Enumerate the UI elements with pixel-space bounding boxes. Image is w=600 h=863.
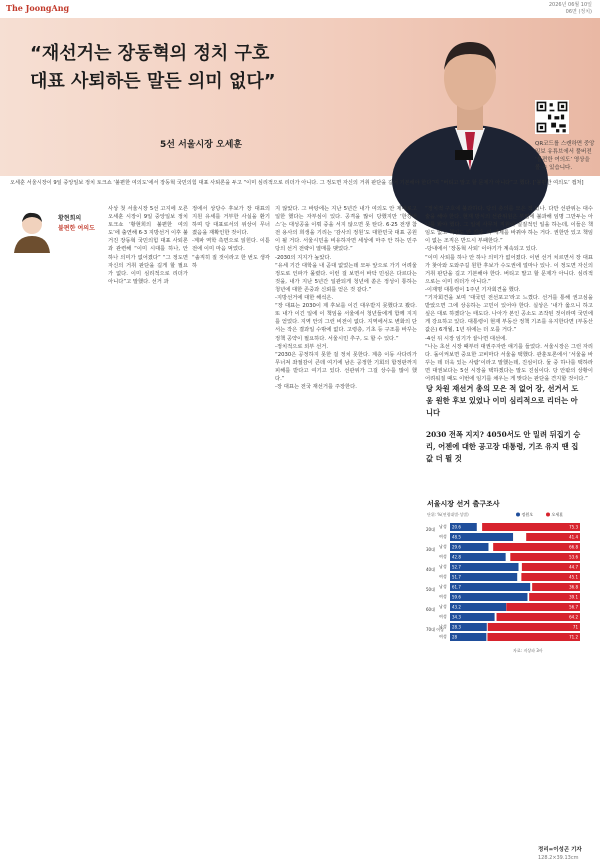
page-date — [549, 2, 592, 16]
edition-text: 06면 (정치) — [565, 9, 592, 15]
row-age-label: 20대 — [426, 527, 435, 532]
chart-title: 서울시장 선거 출구조사 — [427, 500, 500, 508]
bar-b-value: 71.2 — [569, 634, 578, 640]
chart-source: 자료: 지상파 3사 — [513, 648, 543, 653]
qr-code-icon[interactable] — [535, 100, 569, 134]
bar-b-value: 53.6 — [569, 554, 578, 560]
bar-a-value: 28 — [452, 634, 458, 640]
row-sex-label: 여성 — [439, 614, 447, 619]
row-age-label: 40대 — [426, 567, 435, 572]
bar-b — [487, 633, 580, 641]
article-column-3: 지 않았다. 그 바탕에는 지난 5년간 내가 여의도 안 제대로고 일한 했다는 자부심이 있다. 공격을 많이 당했지만 ‘한강버스’는 대성공을 이뤄 중을 서지 않으면 못 탄다. 6·25 전쟁 참전 용사의 희생을 기리는 ‘감사의 정원’도 대한민국 대표 공원이 될 거다. 서울시민을 비유하자면 세상에 마주 안 하는 민주당의 선거 전략이 열매를 맺었다.” -2030의 지지가 높았다. “유세 기간 대학을 내 곧대 없었는데 모두 앞으로 가기 어려울 정도로 인파가 몰렸다. 이런 걸 보면서 바닥 민심은 다르다는 것을, 내가 지난 5년간 일관되게 청년에 쏟은 정성이 통하는 청년에 대한 존중과 신뢰를 얻은 것 같다.” -지방선거에 대한 해석은. “장 대표는 2030이 제 후보를 이긴 대우받지 못했다고 봤다. 또 내가 이긴 일에 이 책임을 서울에서 청년들에게 함께 지지를 얻었다. 지역 안의 그런 비전이 없다. 지역에서도 변화의 단서는 작은 결과일 수밖에 없다. 고령층, 기초 등 구조를 바꾸는 정책 공약이 필요하다. 서울시민 추구, 도 할 수 있다.” -정치적으로 외부 선거. “2030은 공정하지 못한 걸 정치 못한다. 계층 이동 사다리가 무너져 좌절감이 큰데 여기에 남은 공정한 기회의 합정판까지 피해를 받다고 여기고 있다. 선관위가 그걸 상수를 많이 했다.” -장 대표는 전국 재선거를 주장한다. — [275, 206, 417, 391]
chart-unit: 단위: %(연령대별·성별) — [427, 512, 469, 517]
bar-a-value: 42.8 — [452, 554, 461, 560]
series-logo — [8, 208, 103, 253]
bar-a-value: 52.7 — [452, 564, 461, 570]
row-age-label: 70대 이상 — [426, 627, 444, 632]
bar-b — [493, 543, 580, 551]
bar-a-value: 34.3 — [452, 614, 461, 620]
article-column-4-continued — [425, 658, 593, 848]
bar-b — [482, 523, 580, 531]
row-sex-label: 남성 — [439, 544, 447, 549]
photo-caption: 오세훈 서울시장이 9일 중앙일보 정치 토크쇼 ‘불편한 여의도’에서 장동혁 국민의힘 대표 사퇴론을 두고 “이미 심리적으로 리더가 아니다. 그 정도면 자신의 거취 판단을 길어 기본해야 한다”며 “버티고 말고 할 문제가 아니다”고 했다. [‘불편한 여의도’ 캡처] — [10, 180, 584, 186]
bar-a-value: 51.7 — [452, 574, 461, 580]
headline-line-2: 대표 사퇴하든 말든 의미 없다” — [30, 71, 276, 92]
bar-a-value: 29.6 — [452, 544, 461, 550]
row-age-label: 50대 — [426, 587, 435, 592]
legend-label: 정원오 — [521, 512, 534, 517]
bar-b-value: 75.3 — [569, 524, 578, 530]
pull-quote-2: 2030 전폭 지지? 4050서도 안 밀려 뒤집기 승리, 어젠에 대한 공고장 대통령, 기조 유지 땐 집값 더 뛸 것 — [426, 430, 581, 463]
bar-a-value: 61.7 — [452, 584, 461, 590]
bar-b-value: 44.7 — [569, 564, 578, 570]
series-title-line-2: 불편한 여의도 — [58, 225, 95, 232]
legend-swatch — [516, 513, 520, 517]
newspaper-logo: The JoongAng — [6, 3, 70, 13]
bar-a-value: 59.6 — [452, 594, 461, 600]
chart-rows — [426, 523, 580, 641]
row-sex-label: 남성 — [439, 624, 447, 629]
headline-quote — [30, 40, 390, 96]
qr-note: QR코드를 스캔하면 중앙일보 유튜브에서 풀버전 ‘불편한 여의도’ 영상을 볼 수 있습니다. — [535, 141, 595, 171]
row-age-label: 60대 — [426, 607, 435, 612]
row-sex-label: 남성 — [439, 604, 447, 609]
exit-poll-chart — [423, 496, 583, 656]
page-size-code: 128.2×39.13cm — [538, 855, 579, 861]
bar-b-value: 41.4 — [569, 534, 578, 540]
pull-quote-1: 당 차원 재선거 총의 모은 적 없어 장, 선거서 도움 원한 후보 있었나 이미 심리적으로 리더는 아니다 — [426, 384, 579, 417]
bar-b-value: 66.8 — [569, 544, 578, 550]
host-portrait-icon — [8, 208, 56, 253]
row-sex-label: 여성 — [439, 594, 447, 599]
bar-b-value: 36.8 — [569, 584, 578, 590]
bar-b — [488, 623, 580, 631]
row-sex-label: 남성 — [439, 564, 447, 569]
headline-line-1: “재선거는 장동혁의 정치 구호 — [30, 43, 270, 64]
reporter-credit: 정리=이성곤 기자 — [538, 847, 582, 853]
article-column-1: 사상 첫 서울시장 5선 고지에 오른 오세훈 시장이 9일 중앙일보 정치 토크쇼 ‘황현희의 불편한 여의도’에 출연해 6·3 지방선거 이후 불거진 장동혁 국민의힘 대표 사퇴론과 관련해 “이미 시대를 하나, 안 하나 의미가 없어졌다” “그 정도면 자신의 거취 판단을 길게 할 필요가 없다. 이미 심리적으로 리더가 아니다”고 말했다. 선거 과 — [108, 206, 188, 285]
article-column-4: “정치적 구호에 불과하다. 당의 총의를 모은 적 있나. 다만 선관위는 대수술을 해야 한다. 현재 방식의 선관위원은 부업에 불과해 임명 그만두는 아니를 봐야 했다. 그 일에 사무처 직원이 실질적인 일을 하는데, 이들은 책임도 없고 책임도 안 진다. 이 체제를 바꿔야 하는 거다. 권한만 있고 책임이 없는 조직은 반드시 부패한다.” -당내에서 ‘장동혁 사퇴’ 이야기가 계속되고 있다. “이미 사퇴를 하나 안 하나 의미가 없어졌다. 이번 선거 치르면서 장 대표가 찾아와 도와주길 원한 후보가 수도권에 얼마나 있나. 이 정도면 자신의 거취 판단을 길고 기본해야 한다. 버티고 말고 할 문제가 아니다. 심리적으로는 이미 리더가 아니다.” -이재명 대통령이 1주년 기자회견을 했다. “기자회견을 보며 ‘대국민 전선포고’라고 느꼈다. 선거를 통해 권고심을 받았으면 그에 상응하는 고민이 있어야 한다. 실상은 ‘내가 옳으니 하고 싶은 대로 하겠다’는 태도다. 나아가 본인 공소도 조작된 것이라며 국민에게 강요하고 있다. 대통령이 현재 부동산 정책 기조를 유지한다면 (부동산값은) 6개월, 1년 뒤에는 더 오를 거다.” -4선 뒤 시장 임기가 끝나면 대선에. “나는 초선 시장 때부터 대권주자란 얘기를 들었다. 서울시장은 그런 자리다. 돌이켜보면 중요한 고비마다 서울을 택했다. 관훈토론에서 ‘서울을 바꾸는 데 더욱 있는 사람’이라고 말했는데, 진심이다. 둘 중 하나를 택하라면 대권보다는 5선 시장을 택하겠다는 말도 진심이다. 당 안팎의 상황이 어려워질 때도 이번에 임기를 채우는 게 맞다는 판단을 견지할 것이다.” — [425, 206, 593, 382]
bar-b-value: 39.1 — [569, 594, 578, 600]
article-column-2: 정에서 상당수 후보가 장 대표의 지원 유세를 거부한 사실을 환기하며 당 대표로서의 위상이 무너졌음을 재확인한 것이다. -계파 역학 측면으로 읽힌다. 이튿 전에 이미 마음 먹었다. “솔직히 질 것이라고 한 번도 생각하 — [192, 206, 270, 269]
row-sex-label: 여성 — [439, 534, 447, 539]
interviewee-byline: 5선 서울시장 오세훈 — [160, 140, 243, 150]
series-title-line-1: 황현희의 — [58, 215, 82, 222]
bar-a — [450, 593, 527, 601]
row-age-label: 30대 — [426, 547, 435, 552]
row-sex-label: 여성 — [439, 574, 447, 579]
bar-a — [450, 583, 530, 591]
bar-b-value: 64.2 — [569, 614, 578, 620]
speaker-photo — [395, 20, 545, 176]
bar-b — [497, 613, 580, 621]
row-sex-label: 여성 — [439, 634, 447, 639]
bar-a-value: 48.5 — [452, 534, 461, 540]
chart-legend — [516, 511, 563, 517]
bar-a-value: 28.3 — [452, 624, 461, 630]
bar-b-value: 45.1 — [569, 574, 578, 580]
bar-a-value: 43.2 — [452, 604, 461, 610]
bar-b-value: 56.7 — [569, 604, 578, 610]
row-sex-label: 여성 — [439, 554, 447, 559]
bar-a-value: 20.6 — [452, 524, 461, 530]
row-sex-label: 남성 — [439, 524, 447, 529]
date-text: 2026년 06월 10일 — [548, 2, 592, 8]
legend-swatch — [546, 513, 550, 517]
row-sex-label: 남성 — [439, 584, 447, 589]
legend-label: 오세훈 — [551, 512, 564, 517]
bar-b-value: 71 — [572, 624, 578, 630]
